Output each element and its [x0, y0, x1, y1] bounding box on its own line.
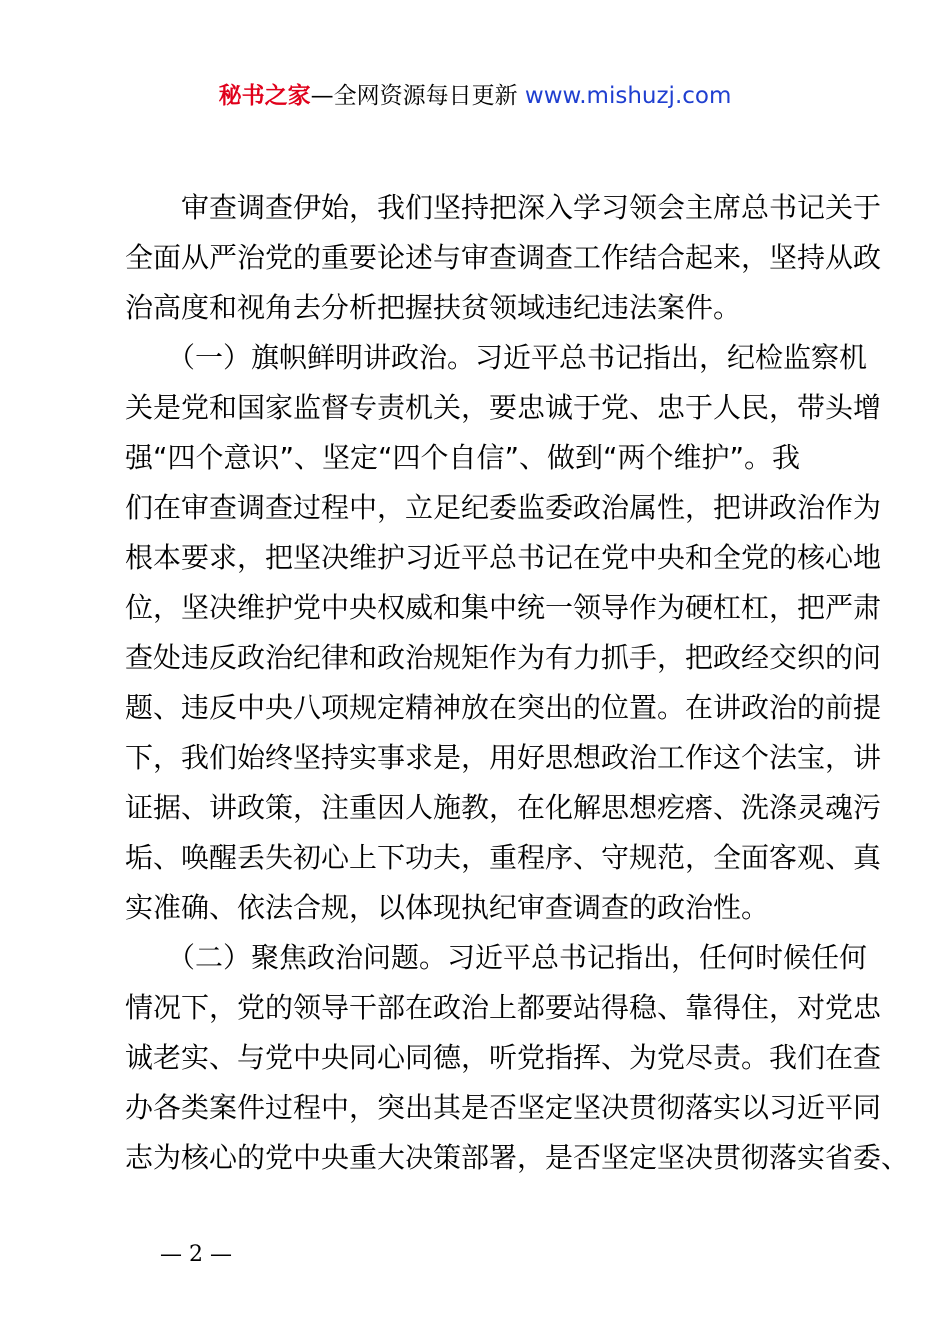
site-tagline: —全网资源每日更新	[310, 83, 525, 109]
text-line: 根本要求，把坚决维护习近平总书记在党中央和全党的核心地	[125, 541, 882, 574]
text-line: 志为核心的党中央重大决策部署，是否坚定坚决贯彻落实省委、	[125, 1141, 910, 1174]
text-line: 全面从严治党的重要论述与审查调查工作结合起来，坚持从政	[125, 241, 882, 274]
text-line: 题、违反中央八项规定精神放在突出的位置。在讲政治的前提	[125, 691, 882, 724]
text-line: 们在审查调查过程中，立足纪委监委政治属性，把讲政治作为	[125, 491, 882, 524]
text-line: 强“四个意识”、坚定“四个自信”、做到“两个维护”。我	[125, 441, 801, 474]
text-line: （二）聚焦政治问题。习近平总书记指出，任何时候任何	[125, 941, 868, 974]
text-line: 诚老实、与党中央同心同德，听党指挥、为党尽责。我们在查	[125, 1041, 882, 1074]
text-line: 情况下，党的领导干部在政治上都要站得稳、靠得住，对党忠	[125, 991, 882, 1024]
text-line: 实准确、依法合规，以体现执纪审查调查的政治性。	[125, 891, 770, 924]
text-line: 下，我们始终坚持实事求是，用好思想政治工作这个法宝，讲	[125, 741, 882, 774]
site-url-link[interactable]: www.mishuzj.com	[524, 83, 732, 109]
text-line: （一）旗帜鲜明讲政治。习近平总书记指出，纪检监察机	[125, 341, 868, 374]
text-line: 垢、唤醒丢失初心上下功夫，重程序、守规范，全面客观、真	[125, 841, 882, 874]
document-body	[125, 183, 910, 1183]
text-line: 审查调查伊始，我们坚持把深入学习领会主席总书记关于	[125, 191, 882, 224]
text-line: 治高度和视角去分析把握扶贫领域违纪违法案件。	[125, 291, 742, 324]
text-line: 查处违反政治纪律和政治规矩作为有力抓手，把政经交织的问	[125, 641, 882, 674]
text-line: 关是党和国家监督专责机关，要忠诚于党、忠于人民，带头增	[125, 391, 882, 424]
site-header	[0, 80, 950, 112]
text-line: 证据、讲政策，注重因人施教，在化解思想疙瘩、洗涤灵魂污	[125, 791, 882, 824]
page-number: — 2 —	[160, 1242, 232, 1267]
site-brand: 秘书之家	[218, 83, 311, 109]
text-line: 办各类案件过程中，突出其是否坚定坚决贯彻落实以习近平同	[125, 1091, 882, 1124]
text-line: 位，坚决维护党中央权威和集中统一领导作为硬杠杠，把严肃	[125, 591, 882, 624]
